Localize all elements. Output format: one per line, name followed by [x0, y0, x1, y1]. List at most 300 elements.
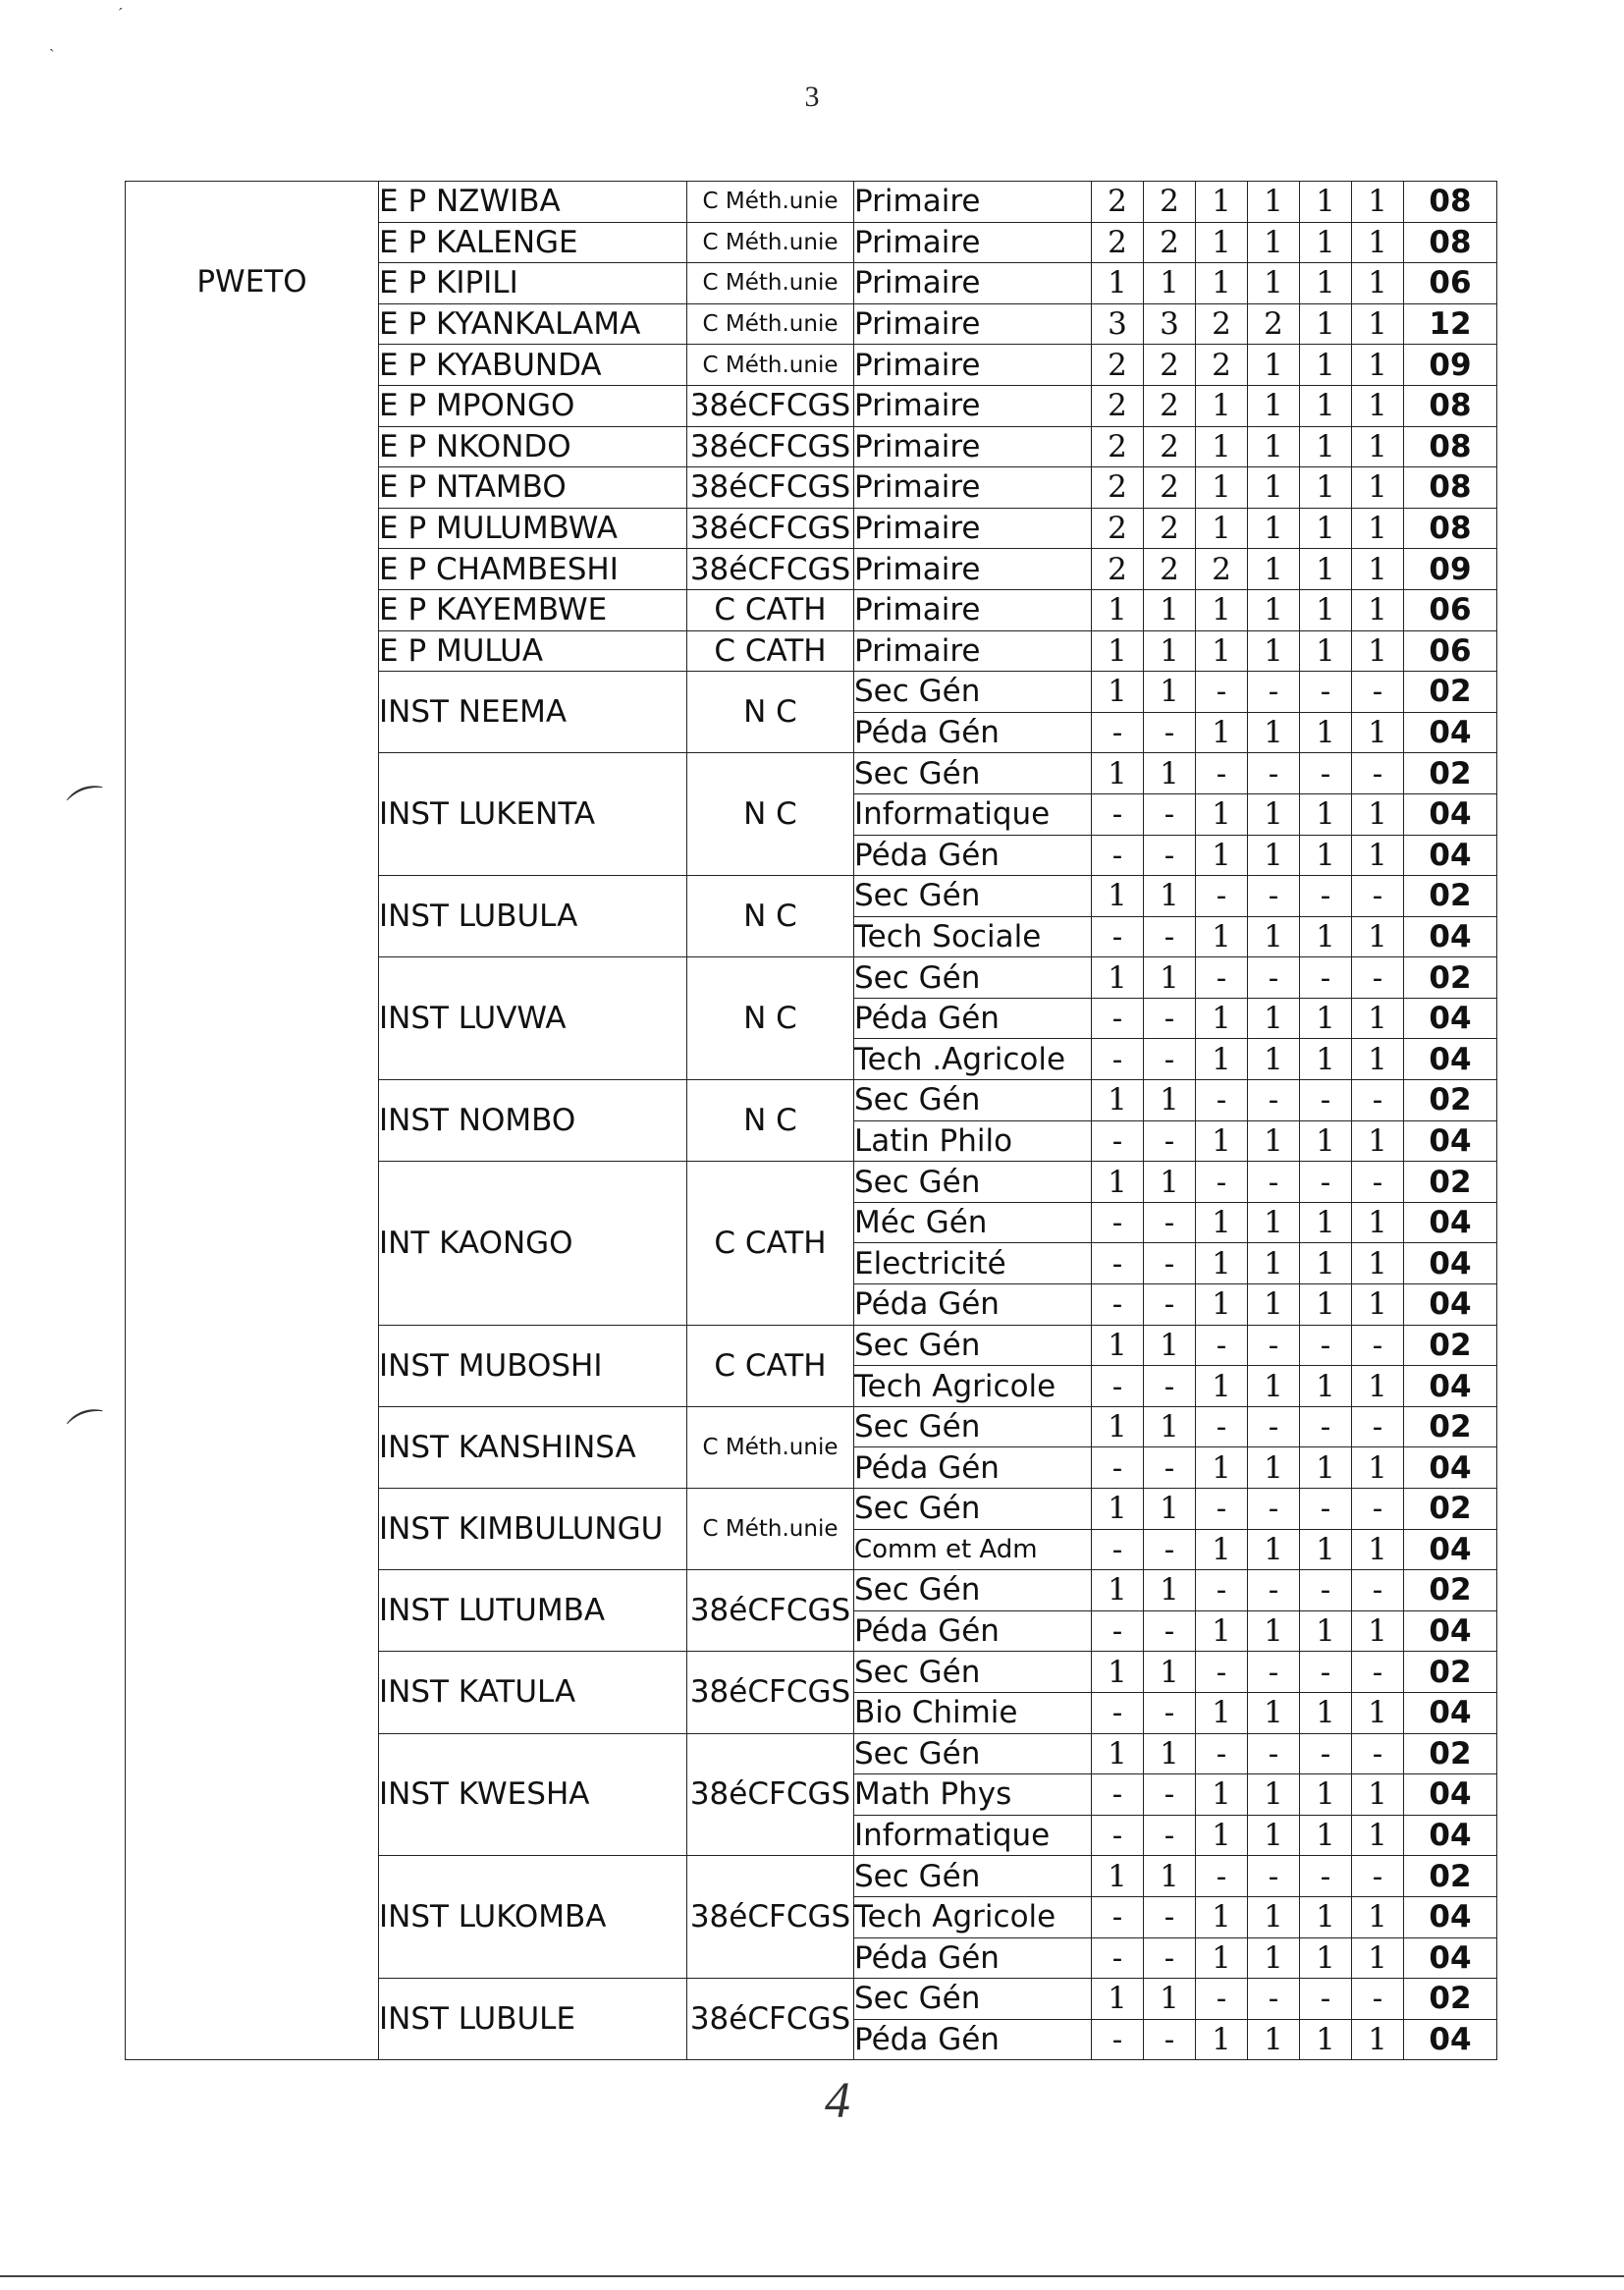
- row-total: 02: [1404, 876, 1497, 917]
- section-name: Sec Gén: [854, 672, 1092, 713]
- class-count-3: 1: [1196, 1039, 1248, 1080]
- class-count-4: 1: [1248, 1039, 1300, 1080]
- class-count-6: 1: [1352, 263, 1404, 304]
- class-count-4: 1: [1248, 345, 1300, 386]
- class-count-6: 1: [1352, 1937, 1404, 1979]
- row-total: 02: [1404, 1080, 1497, 1121]
- class-count-2: 1: [1144, 1652, 1196, 1693]
- management-body: C Méth.unie: [687, 182, 854, 223]
- class-count-1: 1: [1092, 1080, 1144, 1121]
- class-count-4: 1: [1248, 1447, 1300, 1489]
- class-count-3: 1: [1196, 385, 1248, 426]
- class-count-3: 1: [1196, 467, 1248, 509]
- school-name: INST LUKOMBA: [379, 1856, 687, 1979]
- class-count-1: 2: [1092, 182, 1144, 223]
- section-name: Electricité: [854, 1243, 1092, 1284]
- class-count-1: -: [1092, 1243, 1144, 1284]
- row-total: 04: [1404, 793, 1497, 835]
- class-count-1: 1: [1092, 1733, 1144, 1774]
- class-count-6: 1: [1352, 426, 1404, 467]
- section-name: Sec Gén: [854, 876, 1092, 917]
- class-count-6: 1: [1352, 712, 1404, 753]
- management-body: N C: [687, 1080, 854, 1162]
- class-count-6: 1: [1352, 1243, 1404, 1284]
- class-count-6: 1: [1352, 222, 1404, 263]
- class-count-4: 1: [1248, 2019, 1300, 2060]
- class-count-4: 1: [1248, 1896, 1300, 1937]
- school-name: INST LUKENTA: [379, 753, 687, 876]
- class-count-2: 1: [1144, 957, 1196, 999]
- margin-mark-left-1: ⌒: [63, 779, 116, 835]
- class-count-6: -: [1352, 1570, 1404, 1611]
- class-count-2: -: [1144, 1529, 1196, 1570]
- district-cell: [126, 182, 379, 2060]
- class-count-1: 1: [1092, 1570, 1144, 1611]
- class-count-5: 1: [1300, 1284, 1352, 1326]
- school-name: INST KIMBULUNGU: [379, 1489, 687, 1570]
- class-count-6: 1: [1352, 1610, 1404, 1652]
- class-count-5: 1: [1300, 508, 1352, 549]
- class-count-5: 1: [1300, 712, 1352, 753]
- section-name: Péda Gén: [854, 1447, 1092, 1489]
- class-count-3: 1: [1196, 1610, 1248, 1652]
- class-count-2: -: [1144, 1896, 1196, 1937]
- class-count-6: 1: [1352, 793, 1404, 835]
- class-count-1: 1: [1092, 672, 1144, 713]
- class-count-2: -: [1144, 998, 1196, 1039]
- class-count-4: 1: [1248, 1692, 1300, 1733]
- class-count-2: 1: [1144, 1406, 1196, 1447]
- section-name: Péda Gén: [854, 1284, 1092, 1326]
- class-count-1: 3: [1092, 303, 1144, 345]
- section-name: Primaire: [854, 303, 1092, 345]
- school-name: E P KAYEMBWE: [379, 589, 687, 630]
- class-count-5: -: [1300, 876, 1352, 917]
- row-total: 04: [1404, 1120, 1497, 1162]
- class-count-3: 1: [1196, 1202, 1248, 1243]
- class-count-6: -: [1352, 1080, 1404, 1121]
- class-count-3: 1: [1196, 630, 1248, 672]
- section-name: Sec Gén: [854, 753, 1092, 794]
- class-count-2: -: [1144, 1202, 1196, 1243]
- class-count-4: 1: [1248, 712, 1300, 753]
- class-count-4: 1: [1248, 1243, 1300, 1284]
- class-count-2: 3: [1144, 303, 1196, 345]
- management-body: 38éCFCGS: [687, 1570, 854, 1652]
- class-count-4: 1: [1248, 508, 1300, 549]
- class-count-5: 1: [1300, 916, 1352, 957]
- school-name: INST KANSHINSA: [379, 1406, 687, 1488]
- section-name: Primaire: [854, 467, 1092, 509]
- section-name: Sec Gén: [854, 1489, 1092, 1530]
- class-count-2: -: [1144, 712, 1196, 753]
- class-count-3: 1: [1196, 1896, 1248, 1937]
- class-count-6: 1: [1352, 1284, 1404, 1326]
- class-count-4: -: [1248, 1570, 1300, 1611]
- class-count-4: -: [1248, 1652, 1300, 1693]
- class-count-3: 1: [1196, 426, 1248, 467]
- class-count-1: 2: [1092, 345, 1144, 386]
- row-total: 02: [1404, 1162, 1497, 1203]
- class-count-1: 1: [1092, 876, 1144, 917]
- class-count-3: 1: [1196, 2019, 1248, 2060]
- class-count-4: -: [1248, 1733, 1300, 1774]
- class-count-6: 1: [1352, 998, 1404, 1039]
- class-count-2: -: [1144, 1284, 1196, 1326]
- class-count-1: -: [1092, 1447, 1144, 1489]
- class-count-2: -: [1144, 1243, 1196, 1284]
- row-total: 04: [1404, 1039, 1497, 1080]
- class-count-5: 1: [1300, 1202, 1352, 1243]
- class-count-1: -: [1092, 793, 1144, 835]
- management-body: N C: [687, 876, 854, 957]
- section-name: Sec Gén: [854, 1406, 1092, 1447]
- row-total: 02: [1404, 1733, 1497, 1774]
- class-count-1: 2: [1092, 222, 1144, 263]
- class-count-1: 1: [1092, 957, 1144, 999]
- class-count-5: 1: [1300, 182, 1352, 223]
- class-count-4: -: [1248, 957, 1300, 999]
- school-name: E P MPONGO: [379, 385, 687, 426]
- class-count-3: 1: [1196, 1447, 1248, 1489]
- class-count-2: -: [1144, 1039, 1196, 1080]
- class-count-3: -: [1196, 672, 1248, 713]
- school-name: INST KWESHA: [379, 1733, 687, 1856]
- class-count-5: 1: [1300, 1366, 1352, 1407]
- section-name: Tech Sociale: [854, 916, 1092, 957]
- margin-mark-top-2: `: [49, 47, 55, 64]
- class-count-1: -: [1092, 1896, 1144, 1937]
- class-count-6: 1: [1352, 1447, 1404, 1489]
- class-count-4: 1: [1248, 916, 1300, 957]
- section-name: Sec Gén: [854, 1856, 1092, 1897]
- school-name: E P KYANKALAMA: [379, 303, 687, 345]
- class-count-5: -: [1300, 1162, 1352, 1203]
- class-count-4: 1: [1248, 549, 1300, 590]
- school-name: INT KAONGO: [379, 1162, 687, 1325]
- class-count-3: 1: [1196, 182, 1248, 223]
- section-name: Péda Gén: [854, 835, 1092, 876]
- class-count-3: -: [1196, 1162, 1248, 1203]
- row-total: 02: [1404, 672, 1497, 713]
- management-body: 38éCFCGS: [687, 385, 854, 426]
- row-total: 06: [1404, 263, 1497, 304]
- class-count-1: -: [1092, 916, 1144, 957]
- class-count-2: -: [1144, 1774, 1196, 1816]
- class-count-4: -: [1248, 1489, 1300, 1530]
- row-total: 02: [1404, 753, 1497, 794]
- section-name: Latin Philo: [854, 1120, 1092, 1162]
- section-name: Péda Gén: [854, 998, 1092, 1039]
- school-name: E P NZWIBA: [379, 182, 687, 223]
- class-count-1: -: [1092, 712, 1144, 753]
- class-count-3: 1: [1196, 1937, 1248, 1979]
- class-count-4: -: [1248, 1406, 1300, 1447]
- class-count-5: -: [1300, 1856, 1352, 1897]
- class-count-4: 1: [1248, 222, 1300, 263]
- class-count-3: -: [1196, 957, 1248, 999]
- class-count-2: 1: [1144, 263, 1196, 304]
- class-count-2: 1: [1144, 1570, 1196, 1611]
- class-count-2: 1: [1144, 672, 1196, 713]
- class-count-5: 1: [1300, 1937, 1352, 1979]
- class-count-3: -: [1196, 1856, 1248, 1897]
- row-total: 02: [1404, 957, 1497, 999]
- class-count-5: -: [1300, 753, 1352, 794]
- class-count-6: 1: [1352, 182, 1404, 223]
- class-count-2: 2: [1144, 467, 1196, 509]
- section-name: Sec Gén: [854, 1652, 1092, 1693]
- class-count-3: -: [1196, 1325, 1248, 1366]
- class-count-2: 1: [1144, 589, 1196, 630]
- class-count-1: -: [1092, 1284, 1144, 1326]
- class-count-3: 1: [1196, 1529, 1248, 1570]
- section-name: Informatique: [854, 793, 1092, 835]
- class-count-4: -: [1248, 672, 1300, 713]
- school-name: INST LUTUMBA: [379, 1570, 687, 1652]
- margin-mark-top: ´: [118, 6, 124, 23]
- management-body: 38éCFCGS: [687, 467, 854, 509]
- section-name: Primaire: [854, 426, 1092, 467]
- row-total: 08: [1404, 508, 1497, 549]
- class-count-2: -: [1144, 1937, 1196, 1979]
- row-total: 08: [1404, 182, 1497, 223]
- row-total: 08: [1404, 222, 1497, 263]
- class-count-3: 1: [1196, 712, 1248, 753]
- row-total: 04: [1404, 1529, 1497, 1570]
- class-count-6: 1: [1352, 467, 1404, 509]
- row-total: 09: [1404, 345, 1497, 386]
- row-total: 04: [1404, 916, 1497, 957]
- class-count-1: -: [1092, 1366, 1144, 1407]
- class-count-4: 1: [1248, 1774, 1300, 1816]
- class-count-2: -: [1144, 1366, 1196, 1407]
- section-name: Méc Gén: [854, 1202, 1092, 1243]
- class-count-2: 1: [1144, 1489, 1196, 1530]
- row-total: 04: [1404, 2019, 1497, 2060]
- class-count-5: 1: [1300, 793, 1352, 835]
- class-count-5: 1: [1300, 263, 1352, 304]
- class-count-6: -: [1352, 753, 1404, 794]
- row-total: 04: [1404, 712, 1497, 753]
- class-count-6: 1: [1352, 1202, 1404, 1243]
- class-count-2: -: [1144, 1815, 1196, 1856]
- class-count-5: 1: [1300, 1610, 1352, 1652]
- class-count-5: -: [1300, 1080, 1352, 1121]
- section-name: Sec Gén: [854, 1162, 1092, 1203]
- class-count-3: 1: [1196, 1692, 1248, 1733]
- class-count-2: -: [1144, 835, 1196, 876]
- class-count-3: 1: [1196, 835, 1248, 876]
- management-body: C CATH: [687, 589, 854, 630]
- section-name: Primaire: [854, 263, 1092, 304]
- class-count-5: 1: [1300, 1243, 1352, 1284]
- class-count-6: -: [1352, 1325, 1404, 1366]
- class-count-3: 1: [1196, 1366, 1248, 1407]
- class-count-6: 1: [1352, 2019, 1404, 2060]
- class-count-4: 1: [1248, 426, 1300, 467]
- class-count-5: -: [1300, 1652, 1352, 1693]
- school-name: INST MUBOSHI: [379, 1325, 687, 1406]
- row-total: 04: [1404, 1815, 1497, 1856]
- class-count-6: -: [1352, 1489, 1404, 1530]
- row-total: 02: [1404, 1489, 1497, 1530]
- class-count-5: 1: [1300, 1896, 1352, 1937]
- class-count-2: -: [1144, 916, 1196, 957]
- class-count-3: 1: [1196, 1120, 1248, 1162]
- section-name: Péda Gén: [854, 712, 1092, 753]
- class-count-6: 1: [1352, 916, 1404, 957]
- class-count-3: 2: [1196, 303, 1248, 345]
- section-name: Sec Gén: [854, 1979, 1092, 2020]
- school-name: INST LUVWA: [379, 957, 687, 1080]
- class-count-4: -: [1248, 876, 1300, 917]
- class-count-5: 1: [1300, 467, 1352, 509]
- class-count-4: 1: [1248, 630, 1300, 672]
- section-name: Péda Gén: [854, 2019, 1092, 2060]
- class-count-6: 1: [1352, 1529, 1404, 1570]
- school-name: E P KYABUNDA: [379, 345, 687, 386]
- class-count-3: 1: [1196, 1284, 1248, 1326]
- handwritten-mark: 4: [825, 2073, 850, 2129]
- row-total: 04: [1404, 1937, 1497, 1979]
- section-name: Primaire: [854, 222, 1092, 263]
- class-count-6: -: [1352, 1652, 1404, 1693]
- section-name: Informatique: [854, 1815, 1092, 1856]
- class-count-5: 1: [1300, 303, 1352, 345]
- management-body: C CATH: [687, 1325, 854, 1406]
- class-count-2: -: [1144, 1447, 1196, 1489]
- management-body: C CATH: [687, 630, 854, 672]
- class-count-6: 1: [1352, 1366, 1404, 1407]
- class-count-6: -: [1352, 1162, 1404, 1203]
- class-count-1: -: [1092, 835, 1144, 876]
- class-count-1: -: [1092, 1937, 1144, 1979]
- class-count-2: 1: [1144, 630, 1196, 672]
- section-name: Sec Gén: [854, 1733, 1092, 1774]
- school-name: INST LUBULE: [379, 1979, 687, 2060]
- management-body: C Méth.unie: [687, 1489, 854, 1570]
- management-body: C Méth.unie: [687, 1406, 854, 1488]
- section-name: Tech Agricole: [854, 1896, 1092, 1937]
- class-count-5: -: [1300, 1733, 1352, 1774]
- class-count-2: 2: [1144, 426, 1196, 467]
- class-count-1: 2: [1092, 549, 1144, 590]
- row-total: 04: [1404, 1610, 1497, 1652]
- class-count-4: -: [1248, 753, 1300, 794]
- class-count-1: 1: [1092, 589, 1144, 630]
- management-body: 38éCFCGS: [687, 426, 854, 467]
- class-count-1: 2: [1092, 508, 1144, 549]
- class-count-2: 1: [1144, 1856, 1196, 1897]
- class-count-1: -: [1092, 1039, 1144, 1080]
- class-count-6: 1: [1352, 1692, 1404, 1733]
- class-count-3: 1: [1196, 1774, 1248, 1816]
- class-count-3: 1: [1196, 263, 1248, 304]
- management-body: C CATH: [687, 1162, 854, 1325]
- class-count-2: 2: [1144, 508, 1196, 549]
- class-count-5: 1: [1300, 1039, 1352, 1080]
- school-name: E P KALENGE: [379, 222, 687, 263]
- class-count-6: -: [1352, 876, 1404, 917]
- row-total: 04: [1404, 1243, 1497, 1284]
- school-name: INST KATULA: [379, 1652, 687, 1733]
- section-name: Primaire: [854, 385, 1092, 426]
- class-count-3: -: [1196, 1406, 1248, 1447]
- class-count-5: -: [1300, 1406, 1352, 1447]
- class-count-1: 1: [1092, 1406, 1144, 1447]
- row-total: 06: [1404, 589, 1497, 630]
- section-name: Primaire: [854, 345, 1092, 386]
- class-count-5: -: [1300, 1570, 1352, 1611]
- class-count-4: 1: [1248, 385, 1300, 426]
- class-count-5: 1: [1300, 1774, 1352, 1816]
- class-count-4: 1: [1248, 835, 1300, 876]
- row-total: 04: [1404, 1202, 1497, 1243]
- row-total: 04: [1404, 1692, 1497, 1733]
- class-count-5: 1: [1300, 549, 1352, 590]
- class-count-1: 2: [1092, 467, 1144, 509]
- section-name: Bio Chimie: [854, 1692, 1092, 1733]
- class-count-3: 1: [1196, 222, 1248, 263]
- management-body: 38éCFCGS: [687, 1652, 854, 1733]
- section-name: Primaire: [854, 630, 1092, 672]
- class-count-3: -: [1196, 876, 1248, 917]
- class-count-1: -: [1092, 1692, 1144, 1733]
- section-name: Péda Gén: [854, 1937, 1092, 1979]
- section-name: Primaire: [854, 549, 1092, 590]
- management-body: C Méth.unie: [687, 345, 854, 386]
- class-count-4: 1: [1248, 1815, 1300, 1856]
- class-count-5: -: [1300, 672, 1352, 713]
- management-body: 38éCFCGS: [687, 1979, 854, 2060]
- school-name: E P MULUMBWA: [379, 508, 687, 549]
- class-count-4: 1: [1248, 467, 1300, 509]
- management-body: C Méth.unie: [687, 222, 854, 263]
- class-count-4: -: [1248, 1856, 1300, 1897]
- class-count-4: 2: [1248, 303, 1300, 345]
- school-name: E P MULUA: [379, 630, 687, 672]
- row-total: 02: [1404, 1856, 1497, 1897]
- class-count-5: -: [1300, 1979, 1352, 2020]
- row-total: 09: [1404, 549, 1497, 590]
- class-count-6: -: [1352, 1856, 1404, 1897]
- class-count-6: 1: [1352, 508, 1404, 549]
- class-count-1: 1: [1092, 1162, 1144, 1203]
- class-count-6: 1: [1352, 630, 1404, 672]
- class-count-3: 1: [1196, 1815, 1248, 1856]
- class-count-4: -: [1248, 1080, 1300, 1121]
- class-count-2: 2: [1144, 182, 1196, 223]
- class-count-4: 1: [1248, 263, 1300, 304]
- section-name: Sec Gén: [854, 1080, 1092, 1121]
- class-count-5: 1: [1300, 2019, 1352, 2060]
- class-count-5: 1: [1300, 426, 1352, 467]
- class-count-1: -: [1092, 1774, 1144, 1816]
- class-count-3: -: [1196, 753, 1248, 794]
- class-count-4: 1: [1248, 1937, 1300, 1979]
- staffing-table: [125, 181, 1497, 2060]
- row-total: 06: [1404, 630, 1497, 672]
- class-count-2: -: [1144, 1610, 1196, 1652]
- section-name: Tech Agricole: [854, 1366, 1092, 1407]
- row-total: 02: [1404, 1406, 1497, 1447]
- class-count-1: 1: [1092, 1979, 1144, 2020]
- class-count-3: -: [1196, 1733, 1248, 1774]
- section-name: Péda Gén: [854, 1610, 1092, 1652]
- class-count-6: -: [1352, 1979, 1404, 2020]
- management-body: N C: [687, 672, 854, 753]
